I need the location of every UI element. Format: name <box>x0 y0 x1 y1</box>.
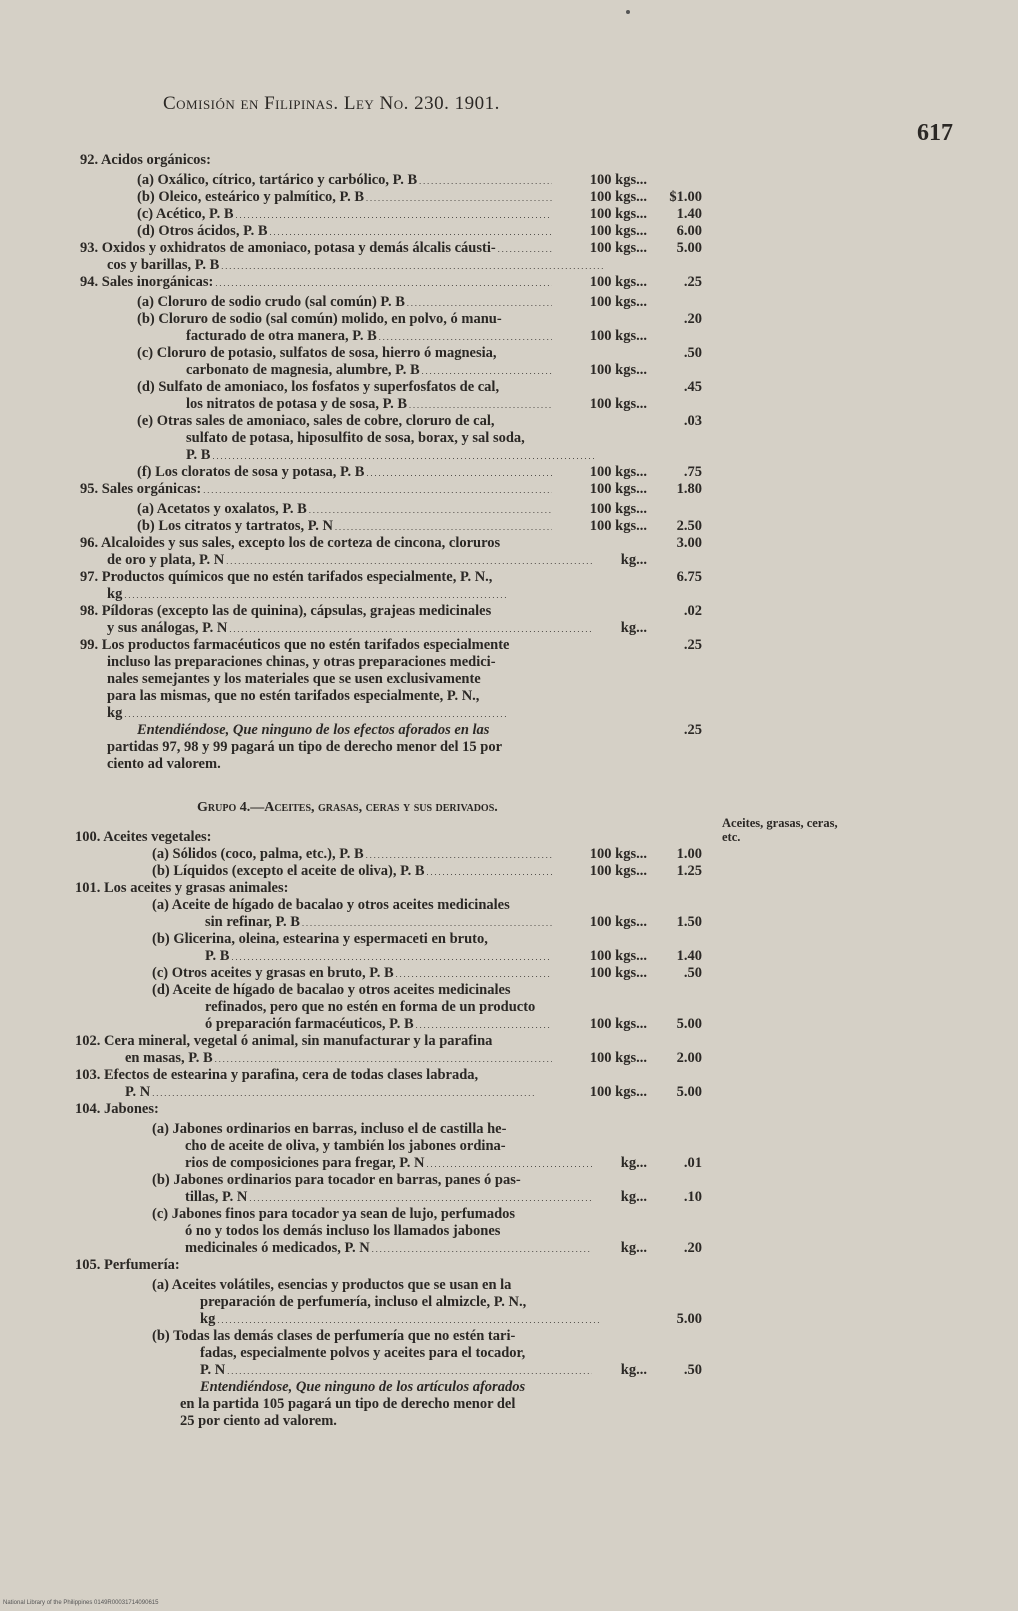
tariff-line <box>80 240 552 257</box>
tariff-line <box>205 914 552 931</box>
tariff-line <box>185 1155 592 1172</box>
tariff-rate: .25 <box>683 274 702 290</box>
tariff-unit: 100 kgs... <box>589 206 647 222</box>
tariff-rate: .45 <box>683 379 702 395</box>
tariff-line-text: 99. Los productos farmacéuticos que no estén tarifados especialmente <box>80 637 510 653</box>
tariff-line-text: 96. Alcaloides y sus sales, excepto los de corteza de cincona, cloruros <box>80 535 501 551</box>
tariff-unit: 100 kgs... <box>589 1050 647 1066</box>
tariff-line-text: 25 por ciento ad valorem. <box>180 1413 337 1429</box>
tariff-line <box>137 223 552 240</box>
tariff-line-text: cos y barillas, P. B <box>107 257 220 273</box>
tariff-line-text: P. B <box>186 447 211 463</box>
tariff-line-text: Entendiéndose, Que ninguno de los efectos aforados en las <box>137 722 490 738</box>
tariff-line-text: kg <box>107 586 123 602</box>
tariff-line-text: kg <box>200 1311 216 1327</box>
tariff-unit: 100 kgs... <box>589 223 647 239</box>
tariff-unit: 100 kgs... <box>589 965 647 981</box>
tariff-line <box>107 671 642 688</box>
tariff-line-text: kg <box>107 705 123 721</box>
tariff-line-text: Grupo 4.—Aceites, grasas, ceras y sus derivados. <box>197 800 498 815</box>
tariff-line-text: (a) Jabones ordinarios en barras, incluso el de castilla he- <box>152 1121 507 1137</box>
tariff-line <box>186 362 552 379</box>
tariff-line <box>137 294 552 311</box>
tariff-rate: 3.00 <box>676 535 702 551</box>
tariff-line <box>185 1189 592 1206</box>
tariff-line-text: partidas 97, 98 y 99 pagará un tipo de derecho menor del 15 por <box>107 739 503 755</box>
tariff-line-text: (a) Sólidos (coco, palma, etc.), P. B <box>152 846 364 862</box>
tariff-line-text: (a) Aceite de hígado de bacalao y otros aceites medicinales <box>152 897 510 913</box>
tariff-line-text: en masas, P. B <box>125 1050 213 1066</box>
tariff-unit: 100 kgs... <box>589 846 647 862</box>
tariff-line-text: y sus análogas, P. N <box>107 620 228 636</box>
tariff-line <box>152 982 642 999</box>
tariff-line-text: (b) Oleico, esteárico y palmítico, P. B <box>137 189 364 205</box>
tariff-line <box>80 481 552 498</box>
tariff-line <box>75 880 642 897</box>
tariff-line-text: 100. Aceites vegetales: <box>75 829 212 845</box>
tariff-line-text: ó preparación farmacéuticos, P. B <box>205 1016 414 1032</box>
tariff-line <box>152 1206 642 1223</box>
tariff-line-text: medicinales ó medicados, P. N <box>185 1240 370 1256</box>
tariff-unit: 100 kgs... <box>589 914 647 930</box>
tariff-line <box>152 1277 642 1294</box>
tariff-line-text: (c) Otros aceites y grasas en bruto, P. B <box>152 965 394 981</box>
tariff-line <box>107 620 592 637</box>
tariff-line <box>186 328 552 345</box>
tariff-unit: 100 kgs... <box>589 172 647 188</box>
tariff-line-text: tillas, P. N <box>185 1189 248 1205</box>
tariff-unit: 100 kgs... <box>589 189 647 205</box>
tariff-unit: 100 kgs... <box>589 328 647 344</box>
tariff-line <box>137 345 642 362</box>
tariff-unit: kg... <box>620 1240 647 1256</box>
tariff-unit: 100 kgs... <box>589 396 647 412</box>
tariff-line-text: (c) Acético, P. B <box>137 206 234 222</box>
tariff-line-text: ó no y todos los demás incluso los llamados jabones <box>185 1223 501 1239</box>
tariff-rate: 5.00 <box>676 1016 702 1032</box>
tariff-line-text: los nitratos de potasa y de sosa, P. B <box>186 396 408 412</box>
tariff-line-text: 94. Sales inorgánicas: <box>80 274 214 290</box>
tariff-line <box>152 863 552 880</box>
tariff-line <box>186 396 552 413</box>
tariff-line-text: sin refinar, P. B <box>205 914 300 930</box>
tariff-unit: kg... <box>620 1155 647 1171</box>
tariff-rate: .75 <box>683 464 702 480</box>
tariff-line-text: P. N <box>200 1362 226 1378</box>
tariff-line <box>205 948 552 965</box>
tariff-line-text: 93. Oxidos y oxhidratos de amoniaco, potasa y demás álcalis cáusti- <box>80 240 496 256</box>
tariff-line <box>137 464 552 481</box>
tariff-rate: 1.00 <box>676 846 702 862</box>
tariff-line-text: nales semejantes y los materiales que se usen exclusivamente <box>107 671 481 687</box>
tariff-line <box>107 705 642 722</box>
page-header <box>163 93 500 115</box>
tariff-line-text: rios de composiciones para fregar, P. N <box>185 1155 425 1171</box>
tariff-rate: $1.00 <box>669 189 702 205</box>
tariff-line-text: 101. Los aceites y grasas animales: <box>75 880 289 896</box>
tariff-line <box>137 379 642 396</box>
tariff-line <box>137 722 642 739</box>
tariff-rate: .01 <box>683 1155 702 1171</box>
tariff-line <box>205 999 642 1016</box>
tariff-line <box>80 535 642 552</box>
tariff-rate: 2.50 <box>676 518 702 534</box>
tariff-line <box>152 1172 642 1189</box>
tariff-line <box>125 1050 552 1067</box>
tariff-line <box>125 1084 552 1101</box>
tariff-line <box>200 1379 642 1396</box>
tariff-line <box>186 430 642 447</box>
tariff-line-text: (d) Sulfato de amoniaco, los fosfatos y superfosfatos de cal, <box>137 379 500 395</box>
tariff-line <box>200 1294 642 1311</box>
tariff-line <box>152 897 642 914</box>
tariff-line <box>200 1345 642 1362</box>
tariff-line-text: para las mismas, que no estén tarifados especialmente, P. N., <box>107 688 480 704</box>
tariff-unit: 100 kgs... <box>589 362 647 378</box>
tariff-line-text: ciento ad valorem. <box>107 756 221 772</box>
tariff-unit: 100 kgs... <box>589 501 647 517</box>
tariff-line <box>80 637 642 654</box>
tariff-line-text: (b) Todas las demás clases de perfumería que no estén tari- <box>152 1328 516 1344</box>
footer-credit: National Library of the Philippines 0149R00031714090615 <box>3 1600 159 1606</box>
tariff-line-text: 103. Efectos de estearina y parafina, cera de todas clases labrada, <box>75 1067 479 1083</box>
tariff-rate: 1.40 <box>676 206 702 222</box>
tariff-line <box>80 274 552 291</box>
tariff-rate: .03 <box>683 413 702 429</box>
tariff-line-text: facturado de otra manera, P. B <box>186 328 377 344</box>
tariff-line <box>107 654 642 671</box>
tariff-line-text: 98. Píldoras (excepto las de quinina), cápsulas, grajeas medicinales <box>80 603 492 619</box>
header-title: Comisión en Filipinas. Ley No. 230. 1901. <box>163 93 500 114</box>
tariff-line-text: 104. Jabones: <box>75 1101 159 1117</box>
tariff-line <box>152 846 552 863</box>
tariff-line <box>137 172 552 189</box>
tariff-unit: 100 kgs... <box>589 294 647 310</box>
tariff-line-text: (d) Otros ácidos, P. B <box>137 223 268 239</box>
tariff-line <box>186 447 642 464</box>
tariff-line-text: en la partida 105 pagará un tipo de derecho menor del <box>180 1396 516 1412</box>
tariff-line-text: (a) Cloruro de sodio crudo (sal común) P. B <box>137 294 405 310</box>
tariff-unit: kg... <box>620 1362 647 1378</box>
tariff-rate: 5.00 <box>676 1084 702 1100</box>
tariff-line-text: (a) Acetatos y oxalatos, P. B <box>137 501 307 517</box>
tariff-line-text: carbonato de magnesia, alumbre, P. B <box>186 362 420 378</box>
tariff-rate: 5.00 <box>676 240 702 256</box>
tariff-line <box>107 739 642 756</box>
tariff-line-text: Entendiéndose, Que ninguno de los artículos aforados <box>200 1379 526 1395</box>
tariff-unit: 100 kgs... <box>589 1084 647 1100</box>
tariff-line <box>75 829 642 846</box>
tariff-line <box>185 1240 592 1257</box>
tariff-line-text: (b) Cloruro de sodio (sal común) molido, en polvo, ó manu- <box>137 311 502 327</box>
tariff-line-text: cho de aceite de oliva, y también los jabones ordina- <box>185 1138 506 1154</box>
tariff-line-text: (c) Cloruro de potasio, sulfatos de sosa, hierro ó magnesia, <box>137 345 497 361</box>
tariff-line <box>185 1138 642 1155</box>
tariff-line <box>80 569 642 586</box>
tariff-rate: .20 <box>683 1240 702 1256</box>
tariff-rate: .20 <box>683 311 702 327</box>
tariff-unit: 100 kgs... <box>589 948 647 964</box>
tariff-unit: 100 kgs... <box>589 240 647 256</box>
tariff-line <box>75 1067 642 1084</box>
tariff-line-text: (e) Otras sales de amoniaco, sales de cobre, cloruro de cal, <box>137 413 495 429</box>
tariff-line-text: (c) Jabones finos para tocador ya sean de lujo, perfumados <box>152 1206 516 1222</box>
tariff-line-text: (b) Glicerina, oleina, estearina y espermaceti en bruto, <box>152 931 488 947</box>
tariff-line-text: (b) Los citratos y tartratos, P. N <box>137 518 333 534</box>
tariff-line-text: (d) Aceite de hígado de bacalao y otros aceites medicinales <box>152 982 511 998</box>
tariff-rate: 2.00 <box>676 1050 702 1066</box>
tariff-line <box>80 603 642 620</box>
tariff-unit: 100 kgs... <box>589 518 647 534</box>
tariff-unit: kg... <box>620 620 647 636</box>
tariff-line <box>75 1101 642 1118</box>
tariff-unit: 100 kgs... <box>589 464 647 480</box>
tariff-line <box>185 1223 642 1240</box>
tariff-rate: 1.40 <box>676 948 702 964</box>
tariff-line <box>75 1033 642 1050</box>
tariff-line-text: 102. Cera mineral, vegetal ó animal, sin manufacturar y la parafina <box>75 1033 493 1049</box>
tariff-line <box>137 206 552 223</box>
tariff-line <box>197 799 642 816</box>
tariff-line <box>205 1016 552 1033</box>
tariff-line <box>152 1328 642 1345</box>
tariff-unit: 100 kgs... <box>589 481 647 497</box>
tariff-line-text: 105. Perfumería: <box>75 1257 180 1273</box>
tariff-rate: 1.25 <box>676 863 702 879</box>
tariff-line <box>107 257 642 274</box>
tariff-line-text: (a) Oxálico, cítrico, tartárico y carbólico, P. B <box>137 172 418 188</box>
tariff-line <box>137 518 552 535</box>
page-number: 617 <box>917 120 953 146</box>
tariff-line <box>180 1396 642 1413</box>
tariff-line-text: P. B <box>205 948 230 964</box>
tariff-unit: 100 kgs... <box>589 1016 647 1032</box>
tariff-line-text: fadas, especialmente polvos y aceites para el tocador, <box>200 1345 526 1361</box>
tariff-line <box>107 688 642 705</box>
tariff-line-text: incluso las preparaciones chinas, y otras preparaciones medici- <box>107 654 496 670</box>
tariff-line-text: 95. Sales orgánicas: <box>80 481 202 497</box>
tariff-line <box>107 586 642 603</box>
tariff-line <box>107 552 592 569</box>
tariff-line-text: 92. Acidos orgánicos: <box>80 152 211 168</box>
tariff-line <box>200 1362 592 1379</box>
tariff-unit: kg... <box>620 552 647 568</box>
tariff-rate: 6.00 <box>676 223 702 239</box>
tariff-line-text: refinados, pero que no estén en forma de un producto <box>205 999 536 1015</box>
tariff-rate: .25 <box>683 722 702 738</box>
tariff-line-text: P. N <box>125 1084 151 1100</box>
tariff-rate: .50 <box>683 1362 702 1378</box>
tariff-line-text: sulfato de potasa, hiposulfito de sosa, borax, y sal soda, <box>186 430 525 446</box>
tariff-line <box>180 1413 642 1430</box>
tariff-line-text: preparación de perfumería, incluso el almizcle, P. N., <box>200 1294 527 1310</box>
tariff-line <box>152 1121 642 1138</box>
tariff-line-text: 97. Productos químicos que no estén tarifados especialmente, P. N., <box>80 569 493 585</box>
tariff-unit: 100 kgs... <box>589 274 647 290</box>
tariff-line-text: (f) Los cloratos de sosa y potasa, P. B <box>137 464 365 480</box>
tariff-rate: .02 <box>683 603 702 619</box>
tariff-line <box>152 965 552 982</box>
tariff-line <box>152 931 642 948</box>
ink-spot <box>626 10 630 14</box>
tariff-rate: .50 <box>683 965 702 981</box>
tariff-line <box>137 189 552 206</box>
tariff-rate: .10 <box>683 1189 702 1205</box>
tariff-line-text: (b) Jabones ordinarios para tocador en barras, panes ó pas- <box>152 1172 521 1188</box>
tariff-line <box>107 756 642 773</box>
margin-note: Aceites, grasas, ceras, etc. <box>722 816 838 844</box>
tariff-line-text: (a) Aceites volátiles, esencias y productos que se usan en la <box>152 1277 512 1293</box>
tariff-line <box>137 501 552 518</box>
tariff-line <box>80 152 642 169</box>
tariff-line-text: de oro y plata, P. N <box>107 552 225 568</box>
tariff-line <box>200 1311 642 1328</box>
tariff-line <box>75 1257 642 1274</box>
tariff-line <box>137 311 642 328</box>
tariff-line-text: (b) Líquidos (excepto el aceite de oliva), P. B <box>152 863 425 879</box>
tariff-rate: .25 <box>683 637 702 653</box>
tariff-rate: 5.00 <box>676 1311 702 1327</box>
tariff-rate: 6.75 <box>676 569 702 585</box>
tariff-unit: kg... <box>620 1189 647 1205</box>
tariff-unit: 100 kgs... <box>589 863 647 879</box>
tariff-rate: .50 <box>683 345 702 361</box>
tariff-rate: 1.80 <box>676 481 702 497</box>
tariff-rate: 1.50 <box>676 914 702 930</box>
tariff-line <box>137 413 642 430</box>
